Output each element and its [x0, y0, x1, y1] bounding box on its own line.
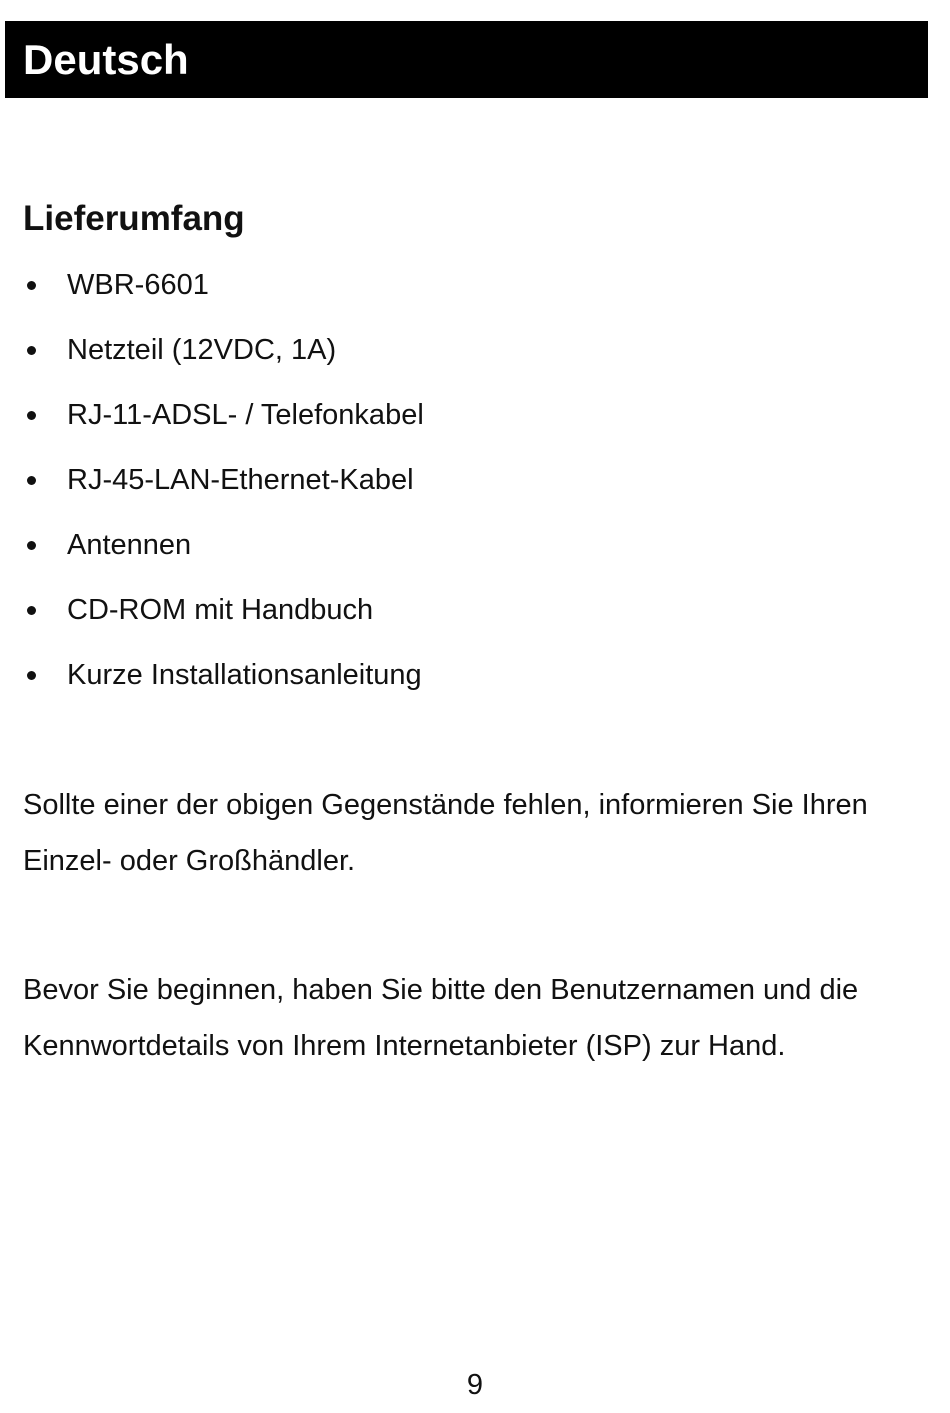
language-title: Deutsch — [23, 36, 189, 83]
list-item — [0, 262, 950, 327]
list-item — [0, 522, 950, 587]
paragraph-line: Bevor Sie beginnen, haben Sie bitte den Benutzernamen und die — [23, 974, 859, 1006]
language-header-bar — [5, 21, 928, 98]
section-heading-package-contents: Lieferumfang — [23, 199, 245, 238]
list-item — [0, 587, 950, 652]
bullet-icon — [27, 411, 36, 420]
bullet-icon — [27, 281, 36, 290]
paragraph-line: Sollte einer der obigen Gegenstände fehlen, informieren Sie Ihren — [23, 789, 868, 821]
list-item — [0, 457, 950, 522]
list-item-label: WBR-6601 — [67, 269, 209, 301]
before-start-paragraph — [23, 962, 933, 1074]
bullet-icon — [27, 606, 36, 615]
list-item — [0, 652, 950, 717]
list-item-label: Kurze Installationsanleitung — [67, 659, 422, 691]
paragraph-line: Einzel- oder Großhändler. — [23, 845, 356, 877]
list-item-label: Antennen — [67, 529, 192, 561]
bullet-icon — [27, 541, 36, 550]
missing-items-paragraph — [23, 777, 933, 889]
list-item-label: CD-ROM mit Handbuch — [67, 594, 374, 626]
list-item-label: Netzteil (12VDC, 1A) — [67, 334, 337, 366]
package-contents-list — [0, 262, 950, 717]
page-number: 9 — [466, 1369, 484, 1401]
list-item — [0, 392, 950, 457]
list-item — [0, 327, 950, 392]
paragraph-line: Kennwortdetails von Ihrem Internetanbieter (ISP) zur Hand. — [23, 1030, 786, 1062]
bullet-icon — [27, 346, 36, 355]
bullet-icon — [27, 476, 36, 485]
list-item-label: RJ-11-ADSL- / Telefonkabel — [67, 399, 424, 431]
list-item-label: RJ-45-LAN-Ethernet-Kabel — [67, 464, 414, 496]
bullet-icon — [27, 671, 36, 680]
